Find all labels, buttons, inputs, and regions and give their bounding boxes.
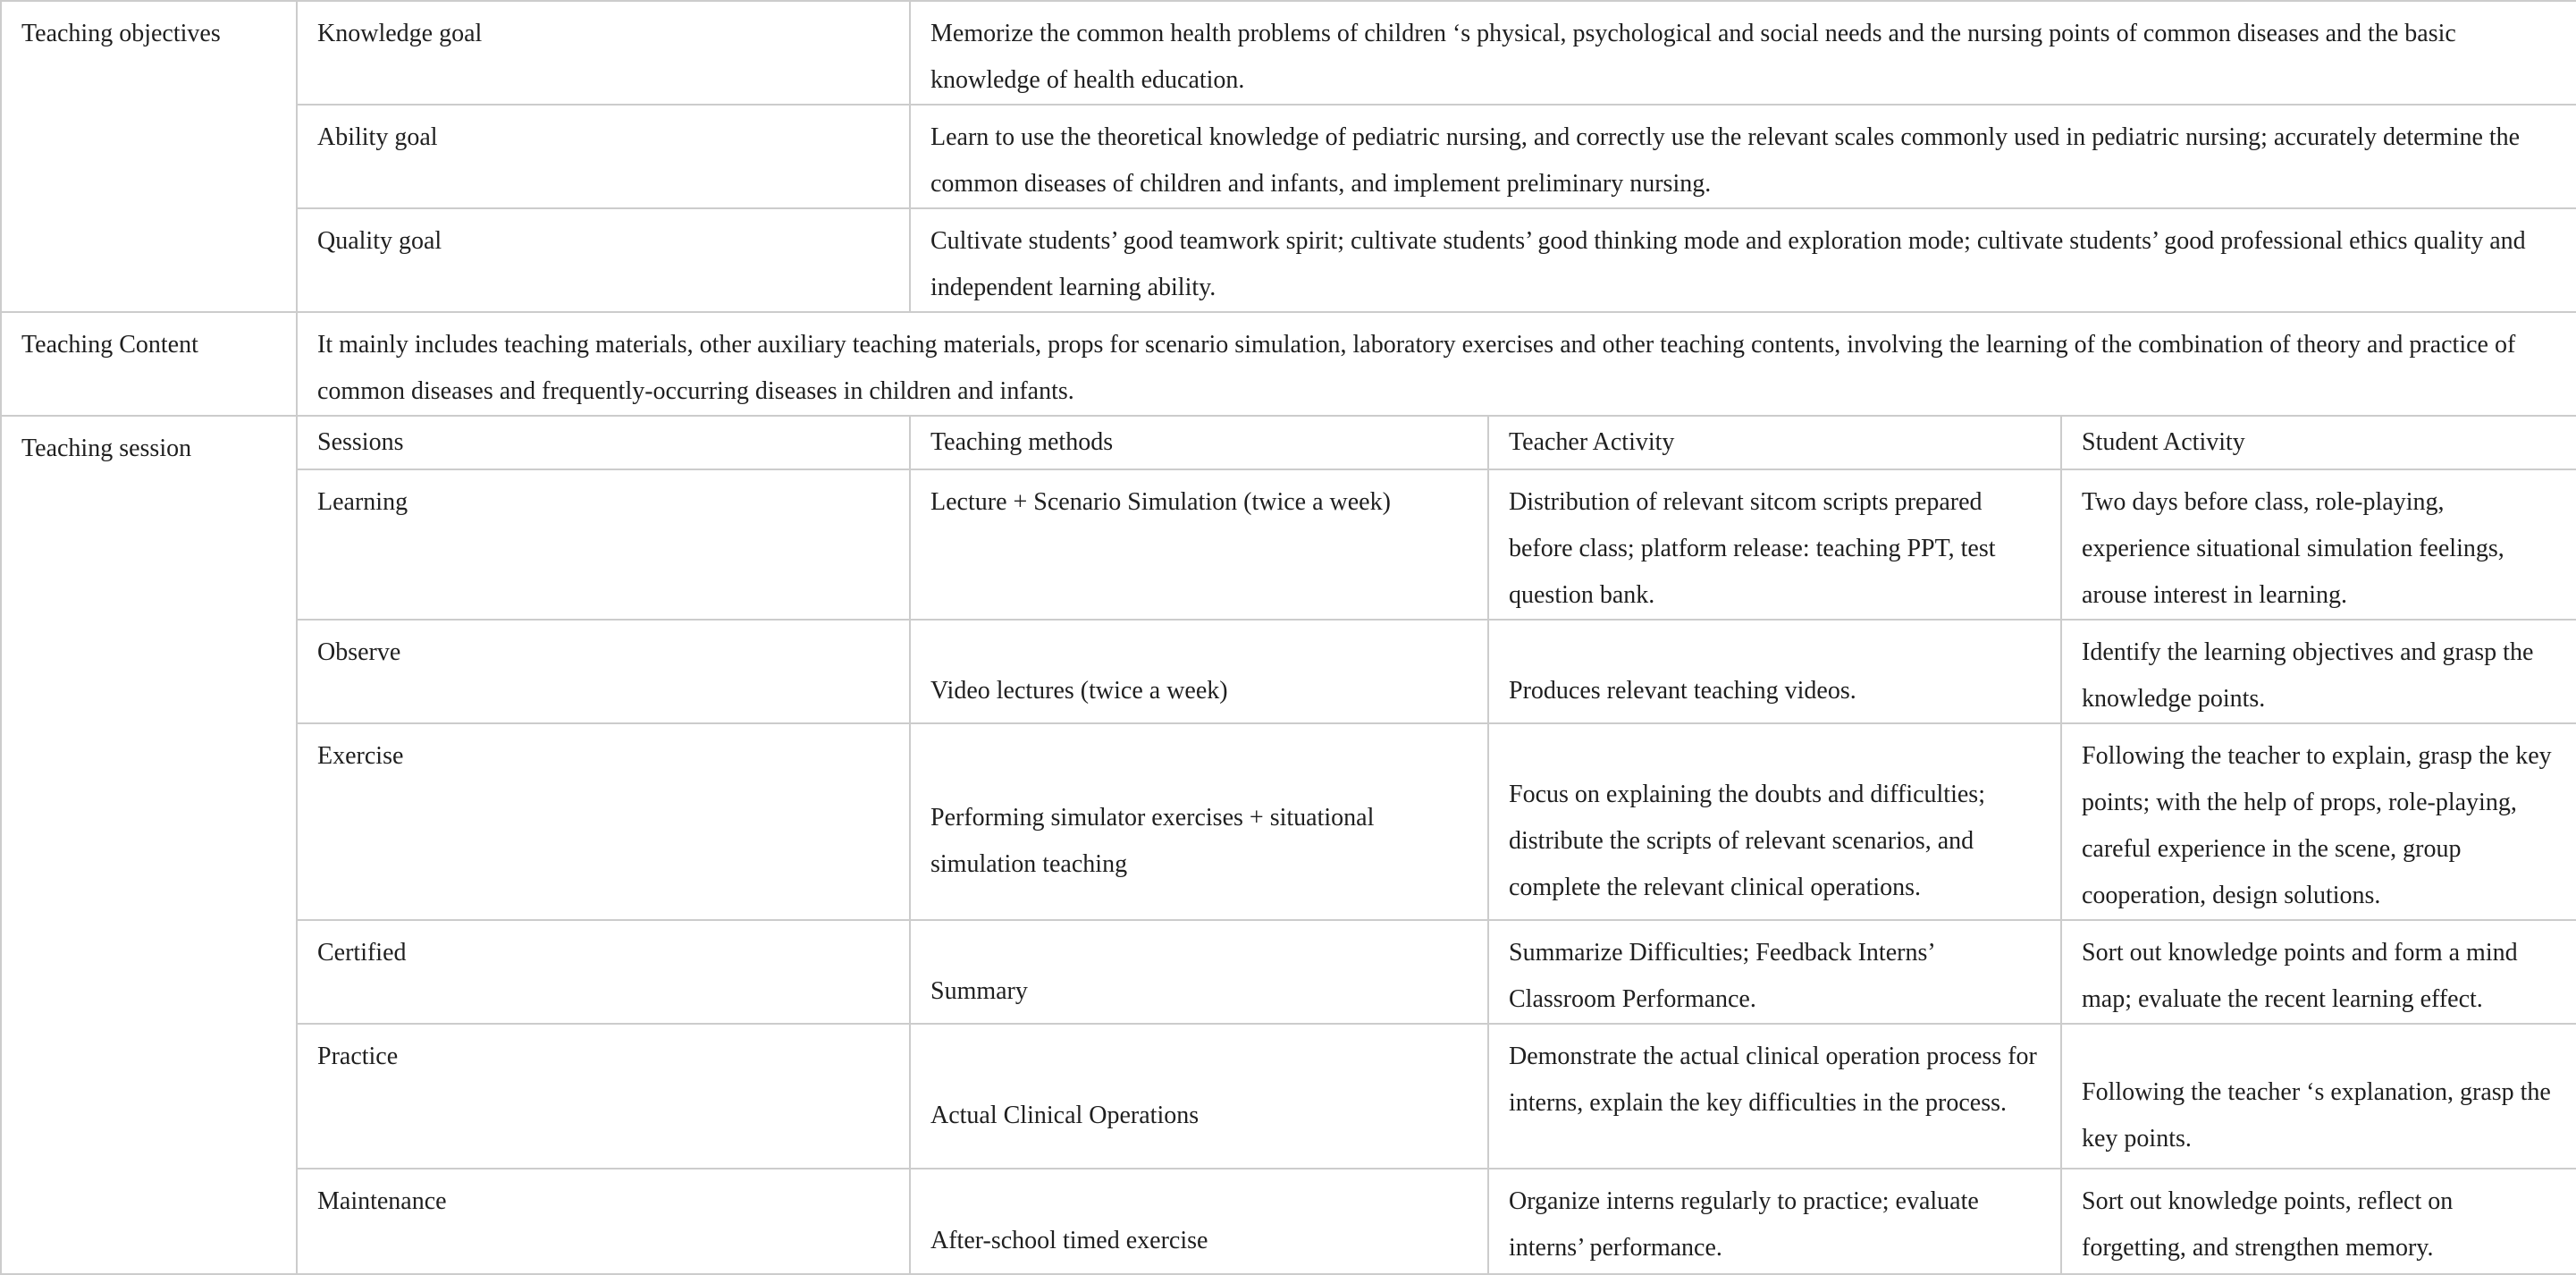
teacher-activity-cell: Focus on explaining the doubts and difficulties; distribute the scripts of relevant scenarios, and complete the relevant clinical operations. xyxy=(1488,723,2061,920)
session-label-cell: Teaching session xyxy=(1,416,297,1274)
teacher-activity-cell: Produces relevant teaching videos. xyxy=(1488,620,2061,723)
method-cell: Performing simulator exercises + situational simulation teaching xyxy=(910,723,1488,920)
teacher-activity-cell: Distribution of relevant sitcom scripts prepared before class; platform release: teaching PPT, test question bank. xyxy=(1488,469,2061,620)
student-activity-header-cell: Student Activity xyxy=(2061,416,2576,469)
session-name-cell: Practice xyxy=(297,1024,910,1169)
teaching-content-row xyxy=(1,312,2576,416)
session-header-row xyxy=(1,416,2576,469)
student-activity-cell: Sort out knowledge points, reflect on forgetting, and strengthen memory. xyxy=(2061,1169,2576,1274)
session-row-observe xyxy=(1,620,2576,723)
session-row-certified xyxy=(1,920,2576,1024)
student-activity-cell: Two days before class, role-playing, experience situational simulation feelings, arouse interest in learning. xyxy=(2061,469,2576,620)
teaching-methods-header-cell: Teaching methods xyxy=(910,416,1488,469)
knowledge-goal-label-cell: Knowledge goal xyxy=(297,1,910,105)
method-cell: Video lectures (twice a week) xyxy=(910,620,1488,723)
quality-goal-text-cell: Cultivate students’ good teamwork spirit; cultivate students’ good thinking mode and exploration mode; cultivate students’ good professional ethics quality and independent learning ability. xyxy=(910,208,2576,312)
method-cell: Summary xyxy=(910,920,1488,1024)
teacher-activity-cell: Organize interns regularly to practice; evaluate interns’ performance. xyxy=(1488,1169,2061,1274)
session-name-cell: Exercise xyxy=(297,723,910,920)
objectives-label-cell: Teaching objectives xyxy=(1,1,297,312)
session-name-cell: Learning xyxy=(297,469,910,620)
quality-goal-row xyxy=(1,208,2576,312)
student-activity-cell: Following the teacher ‘s explanation, grasp the key points. xyxy=(2061,1024,2576,1169)
session-row-learning xyxy=(1,469,2576,620)
method-cell: After-school timed exercise xyxy=(910,1169,1488,1274)
student-activity-cell: Identify the learning objectives and grasp the knowledge points. xyxy=(2061,620,2576,723)
ability-goal-text-cell: Learn to use the theoretical knowledge of pediatric nursing, and correctly use the relevant scales commonly used in pediatric nursing; accurately determine the common diseases of children and infants, and implement preliminary nursing. xyxy=(910,105,2576,208)
content-label-cell: Teaching Content xyxy=(1,312,297,416)
session-name-cell: Observe xyxy=(297,620,910,723)
content-text-cell: It mainly includes teaching materials, other auxiliary teaching materials, props for scenario simulation, laboratory exercises and other teaching contents, involving the learning of the combination of theory and practice of common diseases and frequently-occurring diseases in children and infants. xyxy=(297,312,2576,416)
teacher-activity-cell: Summarize Difficulties; Feedback Interns’ Classroom Performance. xyxy=(1488,920,2061,1024)
method-cell: Actual Clinical Operations xyxy=(910,1024,1488,1169)
session-row-maintenance xyxy=(1,1169,2576,1274)
teacher-activity-header-cell: Teacher Activity xyxy=(1488,416,2061,469)
knowledge-goal-row xyxy=(1,1,2576,105)
teacher-activity-cell: Demonstrate the actual clinical operation process for interns, explain the key difficulties in the process. xyxy=(1488,1024,2061,1169)
knowledge-goal-text-cell: Memorize the common health problems of children ‘s physical, psychological and social needs and the nursing points of common diseases and the basic knowledge of health education. xyxy=(910,1,2576,105)
method-cell: Lecture + Scenario Simulation (twice a week) xyxy=(910,469,1488,620)
student-activity-cell: Following the teacher to explain, grasp the key points; with the help of props, role-playing, careful experience in the scene, group cooperation, design solutions. xyxy=(2061,723,2576,920)
sessions-header-cell: Sessions xyxy=(297,416,910,469)
quality-goal-label-cell: Quality goal xyxy=(297,208,910,312)
session-name-cell: Maintenance xyxy=(297,1169,910,1274)
session-row-practice xyxy=(1,1024,2576,1169)
session-name-cell: Certified xyxy=(297,920,910,1024)
ability-goal-row xyxy=(1,105,2576,208)
ability-goal-label-cell: Ability goal xyxy=(297,105,910,208)
session-row-exercise xyxy=(1,723,2576,920)
student-activity-cell: Sort out knowledge points and form a mind map; evaluate the recent learning effect. xyxy=(2061,920,2576,1024)
